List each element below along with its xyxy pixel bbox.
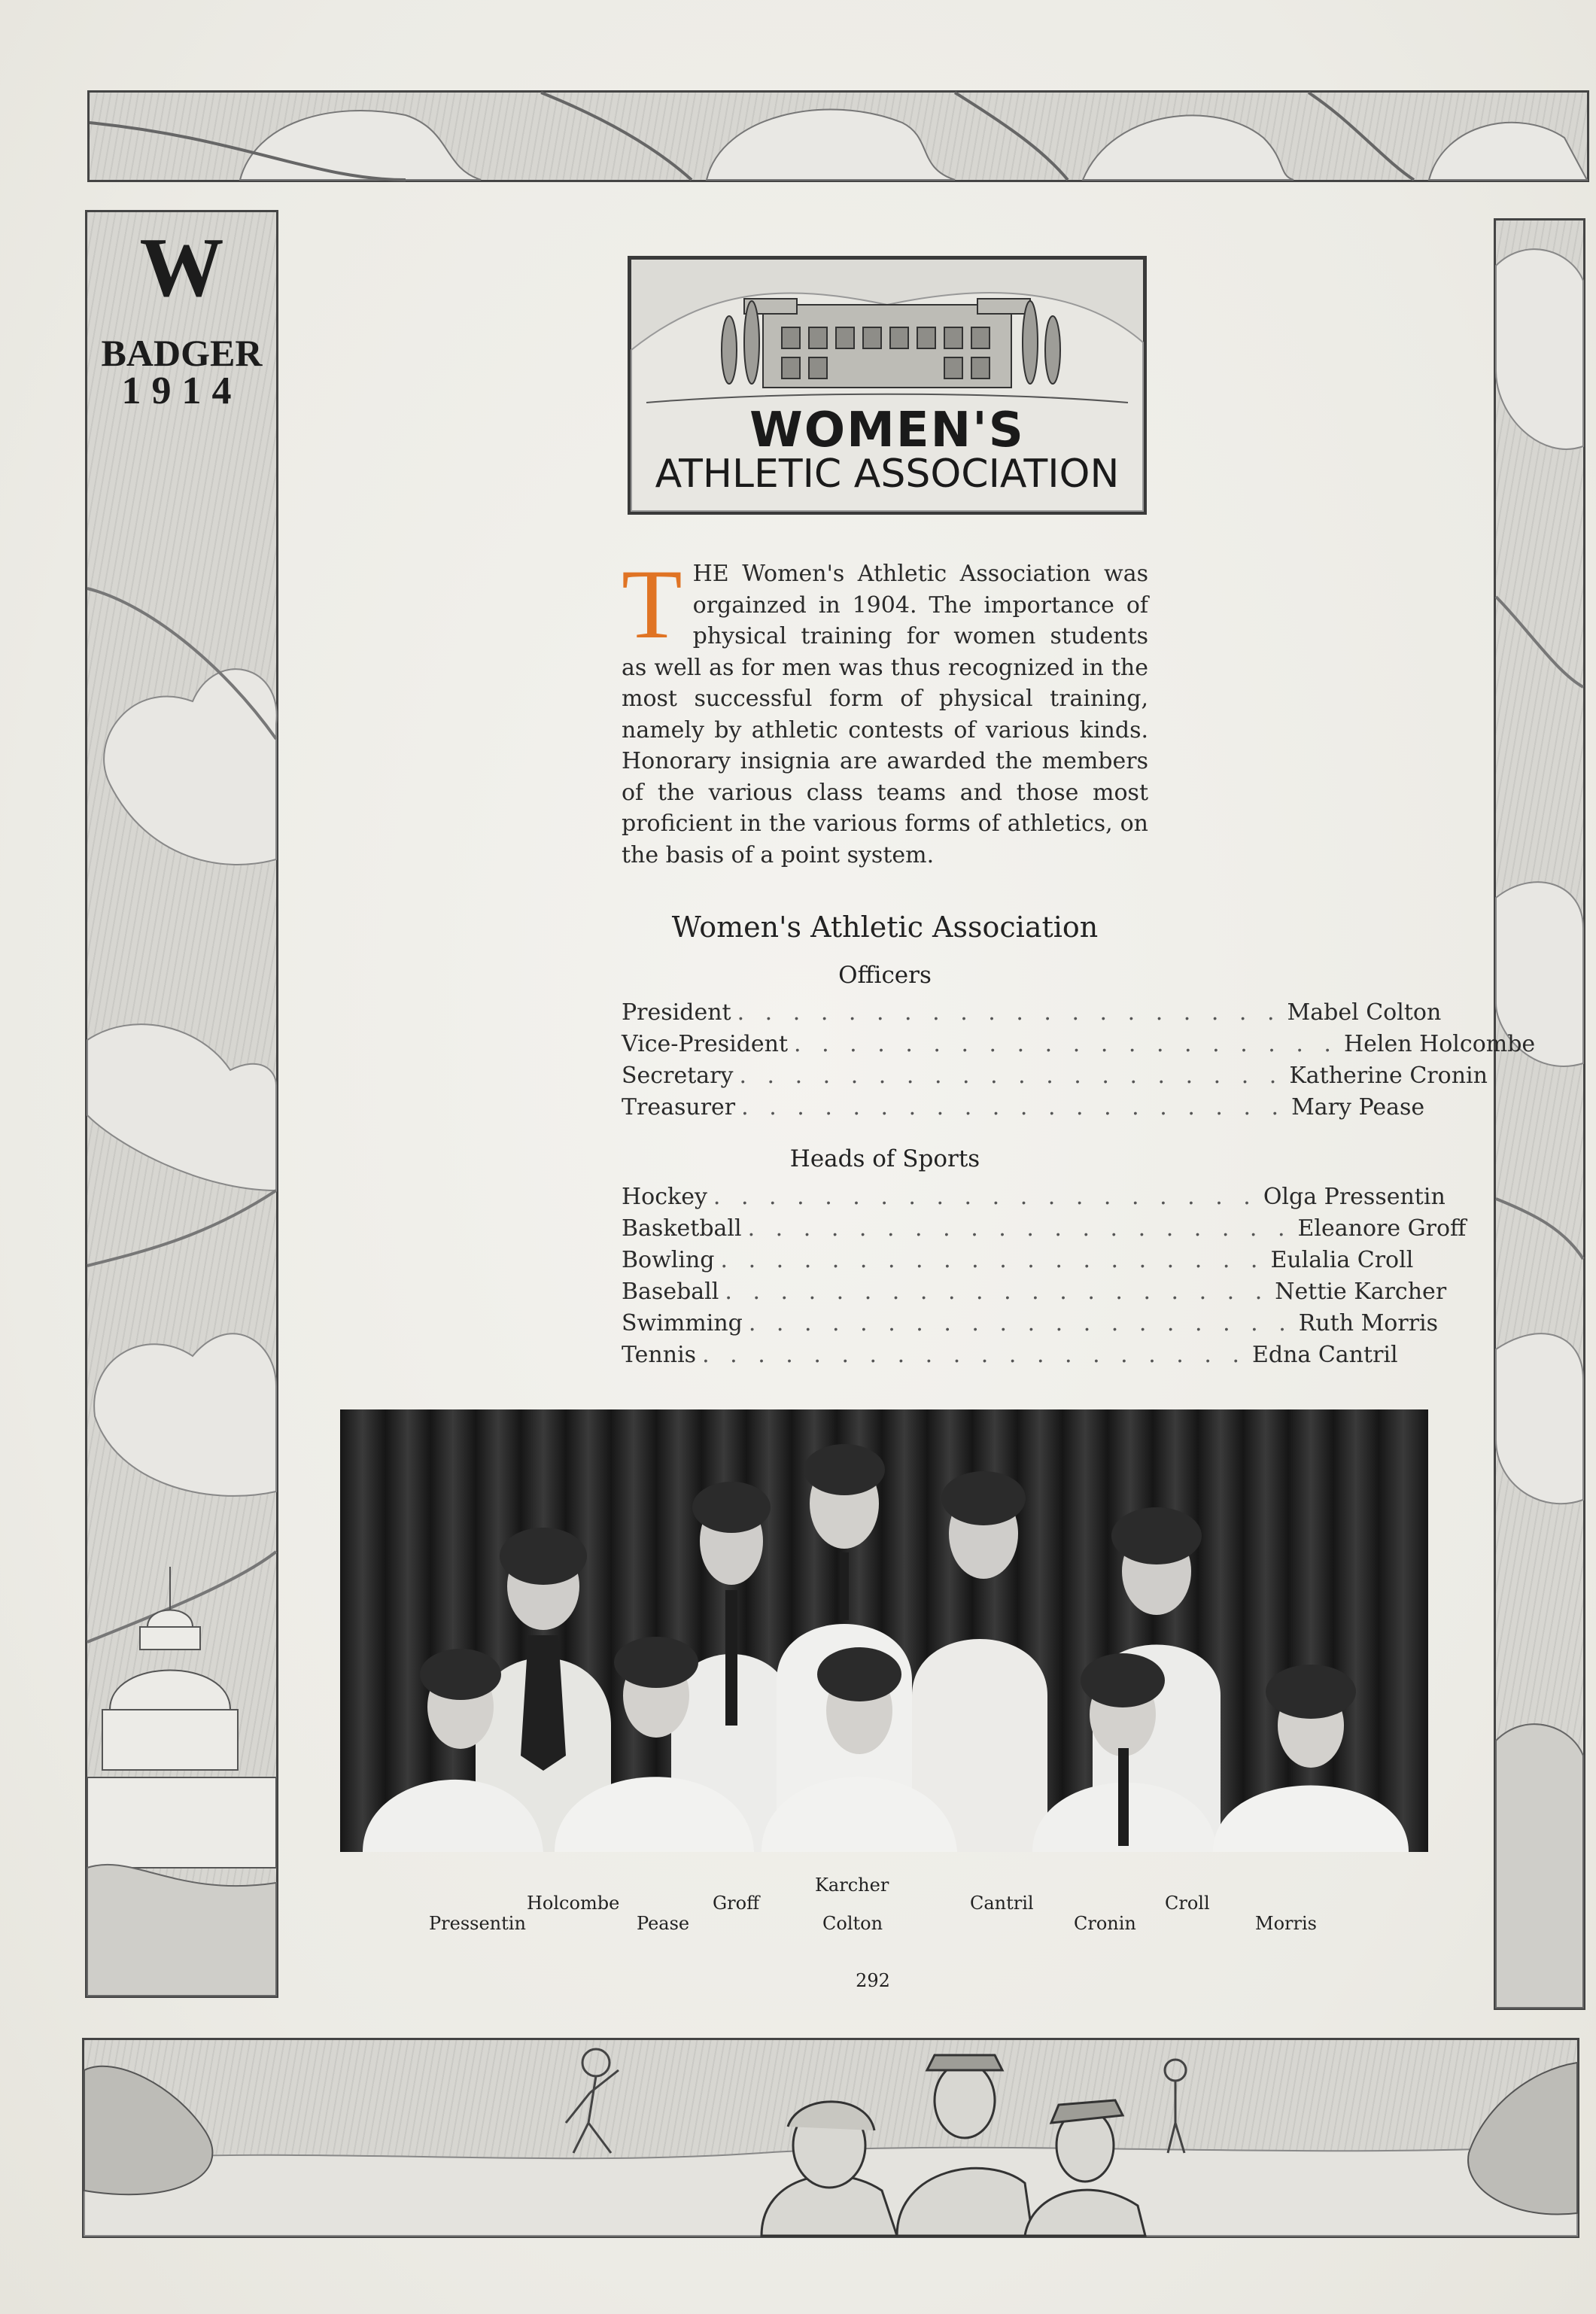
sport-row <box>622 1184 1446 1215</box>
caption-pressentin: Pressentin <box>429 1913 526 1934</box>
caption-croll: Croll <box>1165 1893 1210 1914</box>
leader-dots: . . . . . . . . . . . . . . . . . . . . <box>747 1215 1292 1242</box>
sport-name: Hockey <box>622 1184 707 1210</box>
officer-name: Helen Holcombe <box>1343 1031 1536 1057</box>
bottom-decorative-border <box>82 2038 1579 2238</box>
officer-row <box>622 1094 1425 1126</box>
header-illustration <box>628 256 1147 515</box>
sport-head-name: Nettie Karcher <box>1275 1279 1447 1305</box>
caption-pease: Pease <box>637 1913 690 1934</box>
leader-dots: . . . . . . . . . . . . . . . . . . . . <box>794 1031 1338 1057</box>
officer-role: President <box>622 999 731 1026</box>
section-title: Women's Athletic Association <box>671 911 1099 944</box>
officer-row <box>622 1063 1488 1094</box>
leader-dots: . . . . . . . . . . . . . . . . . . . . <box>748 1310 1293 1336</box>
sport-scene-illustration-icon <box>84 2040 1577 2236</box>
sport-head-name: Eleanore Groff <box>1297 1215 1467 1242</box>
sport-name: Basketball <box>622 1215 742 1242</box>
vine-ornament-icon <box>90 93 1587 180</box>
leader-dots: . . . . . . . . . . . . . . . . . . . . <box>720 1247 1265 1273</box>
caption-cronin: Cronin <box>1074 1913 1136 1934</box>
caption-karcher: Karcher <box>815 1875 889 1896</box>
sport-head-name: Edna Cantril <box>1252 1342 1398 1368</box>
sport-name: Tennis <box>622 1342 697 1368</box>
group-photograph <box>340 1409 1428 1852</box>
officer-row <box>622 1031 1536 1063</box>
page-number: 292 <box>856 1970 890 1991</box>
sport-name: Swimming <box>622 1310 743 1336</box>
officer-role: Vice-President <box>622 1031 789 1057</box>
leader-dots: . . . . . . . . . . . . . . . . . . . . <box>702 1342 1246 1368</box>
sport-head-name: Eulalia Croll <box>1270 1247 1414 1273</box>
group-photo-image <box>340 1409 1428 1852</box>
sport-row <box>622 1279 1447 1310</box>
officers-heading: Officers <box>838 962 932 989</box>
caption-morris: Morris <box>1255 1913 1317 1934</box>
sport-row <box>622 1215 1467 1247</box>
sport-head-name: Ruth Morris <box>1298 1310 1439 1336</box>
sport-name: Bowling <box>622 1247 715 1273</box>
sport-row <box>622 1342 1398 1373</box>
right-decorative-border <box>1494 218 1585 2010</box>
cloud-ornament-icon <box>1496 220 1583 2008</box>
intro-paragraph <box>622 549 1148 871</box>
caption-colton: Colton <box>822 1913 883 1934</box>
badger-label: BADGER <box>101 332 263 374</box>
top-decorative-border <box>87 90 1589 182</box>
caption-holcombe: Holcombe <box>527 1893 620 1914</box>
intro-text: HE Women's Athletic Association was orgainzed in 1904. The importance of physical training for women students as well as for men was thus recognized in the most successful form of physical training, namely by athletic contests of various kinds. Honorary insignia are awarded the members of the various class teams and those most proficient in the various forms of athletics, on the basis of a point system. <box>622 561 1148 868</box>
header-title-womens: WOMEN'S <box>749 403 1025 458</box>
leader-dots: . . . . . . . . . . . . . . . . . . . . <box>739 1063 1284 1089</box>
w-monogram: W <box>139 221 224 315</box>
leader-dots: . . . . . . . . . . . . . . . . . . . . <box>713 1184 1257 1210</box>
header-title-athletic-association: ATHLETIC ASSOCIATION <box>655 452 1120 497</box>
sport-row <box>622 1310 1439 1342</box>
officer-role: Treasurer <box>622 1094 736 1121</box>
sport-row <box>622 1247 1414 1279</box>
caption-groff: Groff <box>713 1893 760 1914</box>
cloud-and-capitol-ornament-icon <box>87 212 276 1996</box>
officer-name: Katherine Cronin <box>1289 1063 1488 1089</box>
sports-heading: Heads of Sports <box>789 1145 980 1172</box>
leader-dots: . . . . . . . . . . . . . . . . . . . . <box>725 1279 1269 1305</box>
capitol-dome-icon <box>87 1567 276 1868</box>
officer-role: Secretary <box>622 1063 734 1089</box>
officer-row <box>622 999 1442 1031</box>
officer-name: Mary Pease <box>1291 1094 1425 1121</box>
officer-name: Mabel Colton <box>1287 999 1442 1026</box>
caption-cantril: Cantril <box>970 1893 1034 1914</box>
drop-cap: T <box>622 549 682 659</box>
left-decorative-border <box>85 210 278 1998</box>
sport-head-name: Olga Pressentin <box>1263 1184 1446 1210</box>
leader-dots: . . . . . . . . . . . . . . . . . . . . <box>737 999 1281 1026</box>
leader-dots: . . . . . . . . . . . . . . . . . . . . <box>741 1094 1286 1121</box>
year-label: 1914 <box>121 369 242 412</box>
sport-name: Baseball <box>622 1279 719 1305</box>
